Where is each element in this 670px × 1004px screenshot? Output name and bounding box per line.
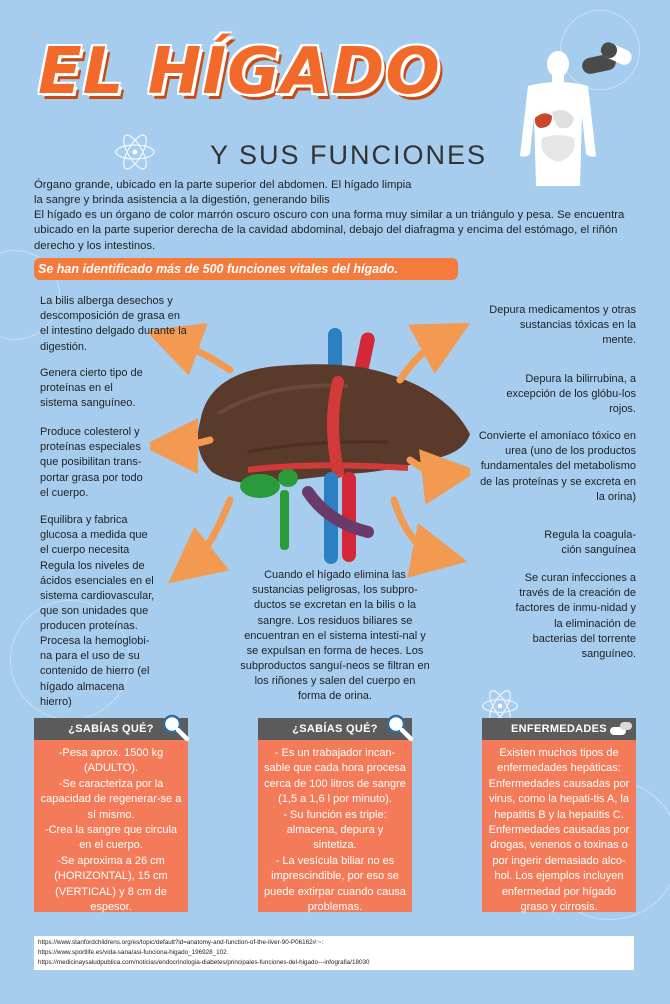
- intro-line: El hígado es un órgano de color marrón oscuro oscuro con una forma muy similar a un triángulo y pesa. Se encuentra ubicado en la parte superior derecha de la cavidad abdominal, debajo del diafragma y encima del estómago, el riñón derecho y los intestinos.: [34, 209, 625, 252]
- info-box: [258, 718, 412, 912]
- pills-icon: [578, 42, 636, 78]
- references: [34, 936, 634, 970]
- page-title: EL HÍGADO: [38, 35, 441, 109]
- info-box: [482, 718, 636, 912]
- box-line: -Pesa aprox. 1500 kg (ADULTO).: [58, 747, 164, 775]
- pills-icon: [608, 720, 634, 738]
- function-item: Depura la bilirrubina, a excepción de los glóbu-los rojos.: [506, 373, 636, 416]
- box-header: [258, 718, 412, 740]
- function-item: Se curan infecciones a través de la creación de factores de inmu-nidad y la eliminación de bacterias del torrente sanguíneo.: [515, 572, 636, 660]
- magnifier-icon: [384, 712, 414, 742]
- function-item: Cuando el hígado elimina las sustancias peligrosas, los subpro-ductos se excretan en la bilis o la sangre. Los residuos biliares se encuentran en el sistema intesti-nal y se expulsan en forma de heces. Los subproductos sanguí-neos se filtran en los riñones y salen del cuerpo en forma de orina.: [240, 569, 430, 703]
- intro-text: [34, 178, 639, 254]
- function-item: Procesa la hemoglobi-na para el uso de su contenido de hierro (el hígado almacena hierro): [40, 635, 150, 708]
- magnifier-icon: [160, 712, 190, 742]
- box-body: [482, 740, 636, 912]
- box-line: - Su función es triple: almacena, depura y sintetiza.: [283, 808, 387, 852]
- function-item: Genera cierto tipo de proteínas en el sistema sanguíneo.: [40, 367, 143, 410]
- box-title: ENFERMEDADES: [511, 723, 607, 735]
- function-item: Depura medicamentos y otras sustancias tóxicas en la mente.: [489, 304, 636, 347]
- function-item: Convierte el amoníaco tóxico en urea (uno de los productos fundamentales del metabolismo de las proteínas y se excreta en la orina): [478, 430, 636, 503]
- box-line: -Crea la sangre que circula en el cuerpo.: [44, 823, 178, 852]
- highlight-banner: Se han identificado más de 500 funciones vitales del hígado.: [34, 258, 458, 280]
- atom-icon: [113, 130, 157, 174]
- reference-link[interactable]: https://www.stanfordchildrens.org/es/topic/default?id=anatomy-and-function-of-the-liver-90-P06162#:~:: [38, 939, 324, 946]
- function-item: Equilibra y fabrica glucosa a medida que el cuerpo necesita Regula los niveles de ácidos esenciales en el sistema cardiovascular, que son unidades que producen proteínas.: [40, 514, 155, 633]
- function-item: Produce colesterol y proteínas especiales que posibilitan trans-portar grasa por todo el cuerpo.: [40, 426, 143, 499]
- intro-line: Órgano grande, ubicado en la parte superior del abdomen. El hígado limpia: [34, 179, 412, 191]
- box-line: Existen muchos tipos de enfermedades hepáticas: Enfermedades causadas por virus, como la hepati-tis A, la hepatitis B y la hepatitis C. Enfermedades causadas por drogas, venenos o toxinas o por ingerir demasiado alco-hol. Los ejemplos incluyen enfermedad por hígado graso y cirrosis.: [488, 747, 630, 913]
- intro-line: la sangre y brinda asistencia a la digestión, generando bilis: [34, 194, 330, 207]
- box-line: -Se caracteriza por la capacidad de regenerar-se a sí mismo.: [40, 777, 182, 821]
- function-item: La bilis alberga desechos y descomposición de grasa en el intestino delgado durante la digestión.: [40, 295, 187, 353]
- box-title: ¿SABÍAS QUÉ?: [292, 723, 378, 735]
- box-title: ¿SABÍAS QUÉ?: [68, 723, 154, 735]
- arrows-overlay: [150, 310, 470, 600]
- reference-link[interactable]: https://www.sportlife.es/vida-sana/asi-funciona-higado_196928_102.: [38, 948, 229, 956]
- box-line: - La vesícula biliar no es imprescindible, por eso se puede extirpar cuando causa problemas.: [264, 854, 406, 913]
- box-body: [34, 740, 188, 912]
- box-header: [482, 718, 636, 740]
- function-item: Regula la coagula-ción sanguínea: [544, 529, 636, 557]
- box-body: [258, 740, 412, 912]
- info-box: [34, 718, 188, 912]
- page-subtitle: Y SUS FUNCIONES: [210, 140, 488, 170]
- box-line: -Se aproxima a 26 cm (HORIZONTAL), 15 cm (VERTICAL) y 8 cm de espesor.: [54, 854, 168, 913]
- box-header: [34, 718, 188, 740]
- box-line: - Es un trabajador incan-sable que cada hora procesa cerca de 100 litros de sangre (1,5 a 1,6 l por minuto).: [264, 747, 406, 806]
- reference-link[interactable]: https://medicinaysaludpublica.com/noticias/endocrinologia-diabetes/principales-funciones-del-higado---infografia/18030: [38, 958, 370, 966]
